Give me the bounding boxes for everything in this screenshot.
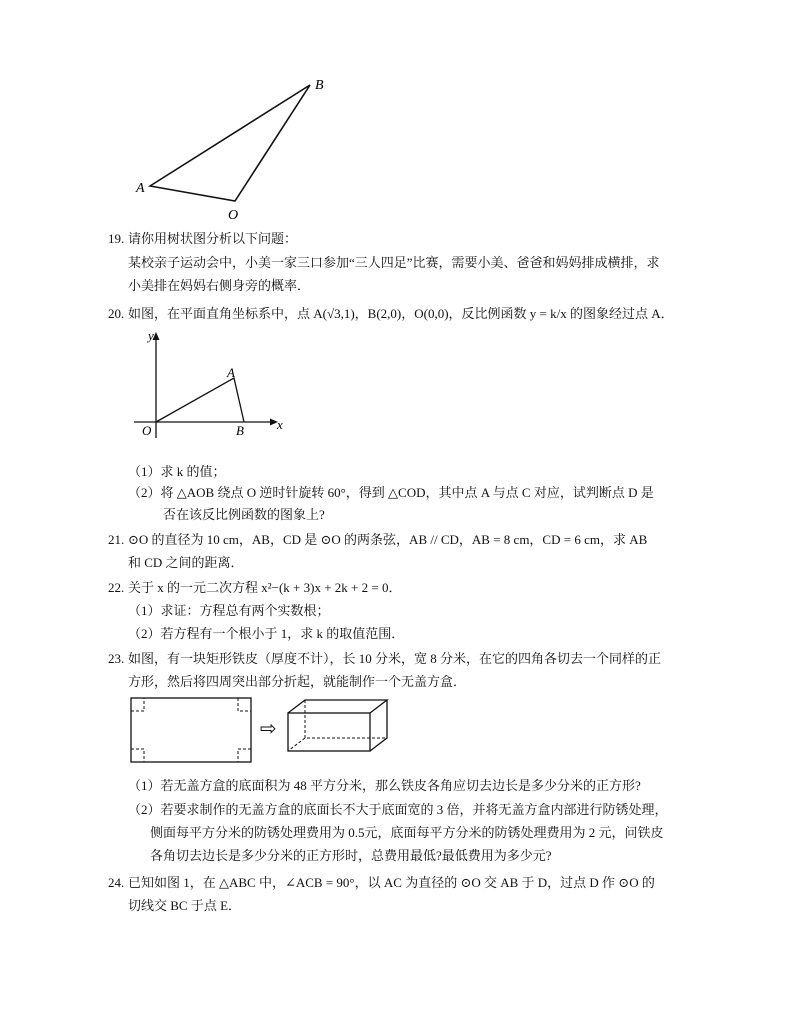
q19-number: 19. [108,231,125,246]
q23-number: 23. [108,651,125,666]
point-o-label: O [228,208,239,223]
point-a-label: A [227,365,235,380]
q22-stem: 关于 x 的一元二次方程 x²−(k + 3)x + 2k + 2 = 0． [128,580,402,595]
triangle-aob-figure [128,68,333,223]
transform-arrow-icon: ⇨ [260,716,277,740]
triangle-oab-shape [156,378,244,422]
metal-sheet-figure [128,695,256,767]
q23-line-2: 方形，然后将四周突出部分折起，就能制作一个无盖方盒． [128,674,467,689]
x-axis-label: x [277,417,283,432]
q21-line-1: ⊙O 的直径为 10 cm，AB，CD 是 ⊙O 的两条弦，AB // CD，AB = 8 cm，CD = 6 cm，求 AB [128,532,648,547]
q19-title: 请你用树状图分析以下问题： [128,231,298,246]
q20-stem: 如图，在平面直角坐标系中，点 A(√3,1)，B(2,0)，O(0,0)，反比例函数 y = k/x 的图象经过点 A． [128,306,674,321]
q23-part-1: （1）若无盖方盒的底面积为 48 平方分米，那么铁皮各角应切去边长是多少分米的正方形? [128,778,641,793]
q23-line-1: 如图，有一块矩形铁皮（厚度不计），长 10 分米，宽 8 分米，在它的四角各切去一个同样的正 [128,651,662,666]
q20-part-1: （1）求 k 的值； [128,464,226,479]
y-axis-label: y [148,328,154,343]
q21-number: 21. [108,532,125,547]
q19-line-1: 某校亲子运动会中，小美一家三口参加“三人四足”比赛，需要小美、爸爸和妈妈排成横排，求 [128,255,660,270]
q22-number: 22. [108,580,125,595]
point-b-label: B [315,78,324,93]
q24-number: 24. [108,875,125,890]
point-b-label: B [236,423,244,438]
q21-line-2: 和 CD 之间的距离． [128,555,244,570]
sheet-outline [131,698,251,762]
q24-line-2: 切线交 BC 于点 E． [128,898,242,913]
q20-number: 20. [108,306,125,321]
q23-part-2-line-3: 各角切去边长是多少分米的正方形时，总费用最低?最低费用为多少元? [150,848,552,863]
open-box-figure [285,697,390,755]
cut-corner-marks [131,698,251,762]
origin-label: O [142,423,152,438]
q22-part-2: （2）若方程有一个根小于 1，求 k 的取值范围． [128,626,405,641]
q22-part-1: （1）求证：方程总有两个实数根； [128,603,330,618]
q24-line-1: 已知如图 1，在 △ABC 中，∠ACB = 90°，以 AC 为直径的 ⊙O 交 AB 于 D，过点 D 作 ⊙O 的 [128,875,655,890]
q20-part-2-line-1: （2）将 △AOB 绕点 O 逆时针旋转 60°，得到 △COD，其中点 A 与点 C 对应，试判断点 D 是 [128,485,654,500]
q20-part-2-line-2: 否在该反比例函数的图象上? [163,507,325,522]
q23-part-2-line-2: 侧面每平方分米的防锈处理费用为 0.5元，底面每平方分米的防锈处理费用为 2 元，问铁皮 [150,825,664,840]
q19-line-2: 小美排在妈妈右侧身旁的概率． [128,278,311,293]
point-a-label: A [136,181,145,196]
coordinate-figure [128,326,293,446]
triangle-aob-shape [150,85,310,201]
q23-part-2-line-1: （2）若要求制作的无盖方盒的底面长不大于底面宽的 3 倍，并将无盖方盒内部进行防锈处理， [128,802,668,817]
